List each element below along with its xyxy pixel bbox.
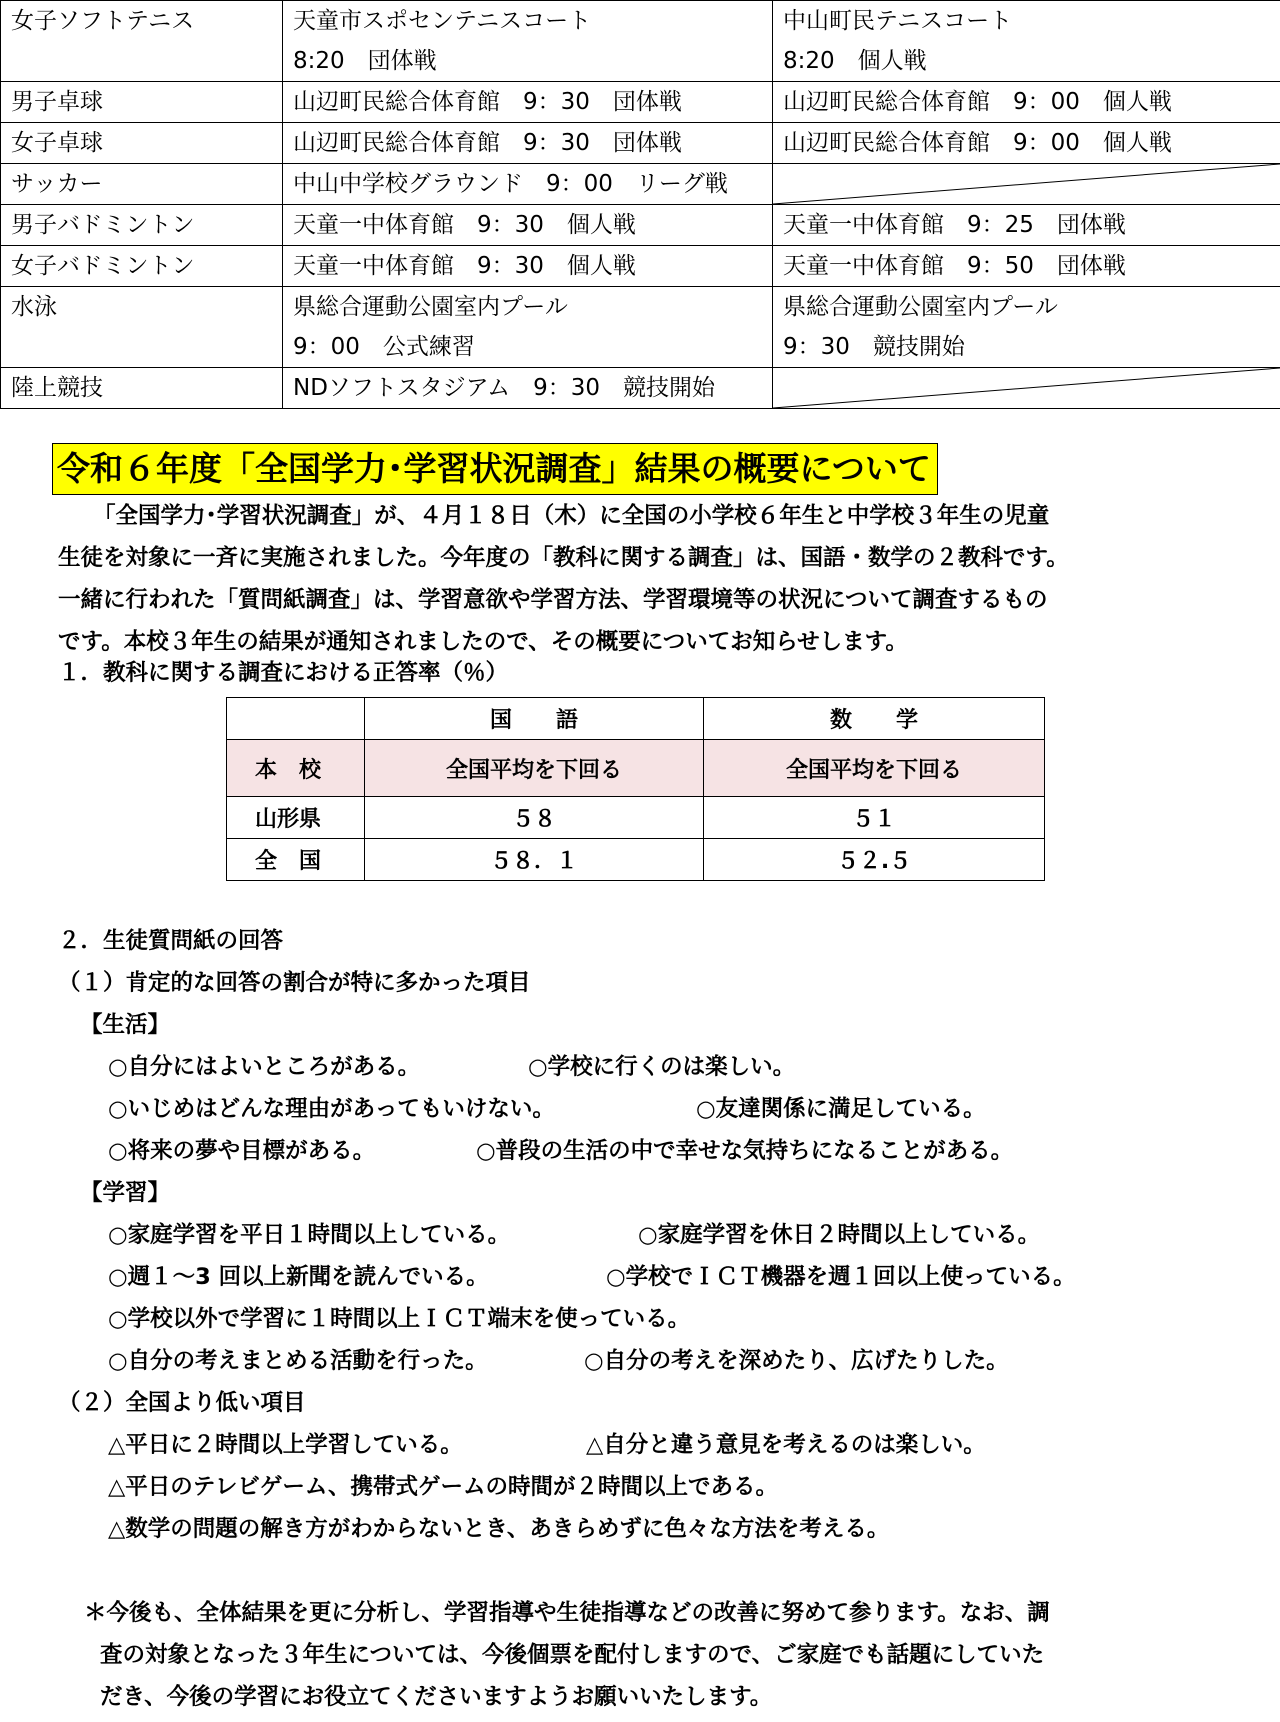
schedule-row: [1, 123, 1280, 164]
schedule-day1: [283, 246, 773, 287]
life-item: ○将来の夢や目標がある。: [108, 1138, 376, 1164]
study-item: ○自分の考えを深めたり、広げたりした。: [584, 1348, 1009, 1374]
event-name: 男子バドミントン: [11, 212, 195, 238]
results-cell-math: ５２.５: [704, 839, 1045, 881]
schedule-event: [1, 82, 283, 123]
schedule-day2: [773, 368, 1280, 409]
schedule-row: [1, 82, 1280, 123]
study-item: ○週１～3 回以上新聞を読んでいる。: [108, 1264, 489, 1290]
schedule-day2: [773, 246, 1280, 287]
closing-line: ＊今後も、全体結果を更に分析し、学習指導や生徒指導などの改善に努めて参ります。なお、調: [84, 1600, 1050, 1626]
schedule-day1: [283, 1, 773, 82]
results-header-cell: 国 語: [365, 698, 704, 740]
study-label: 【学習】: [80, 1180, 171, 1206]
section1-title: １．教科に関する調査における正答率（％）: [58, 660, 509, 686]
venue-line: 山辺町民総合体育館 9：00 個人戦: [783, 89, 1172, 115]
study-item: ○学校でＩＣＴ機器を週１回以上使っている。: [606, 1264, 1076, 1290]
life-item: ○いじめはどんな理由があってもいけない。: [108, 1096, 555, 1122]
schedule-row: [1, 205, 1280, 246]
intro-paragraph: [58, 495, 1069, 663]
event-name: 陸上競技: [11, 375, 103, 401]
results-row-national: [227, 839, 1045, 881]
intro-line: です。本校３年生の結果が通知されましたので、その概要についてお知らせします。: [58, 629, 908, 655]
empty-cell-slash: [773, 164, 1280, 204]
venue-line: 9：00 公式練習: [293, 334, 475, 360]
intro-line: 一緒に行われた「質問紙調査」は、学習意欲や学習方法、学習環境等の状況について調査するもの: [58, 587, 1048, 613]
schedule-row: [1, 164, 1280, 205]
competition-schedule-table: [0, 0, 1280, 409]
correct-rate-table: [226, 697, 1045, 881]
results-header-cell: [227, 698, 365, 740]
schedule-day2: [773, 1, 1280, 82]
venue-line: 山辺町民総合体育館 9：30 団体戦: [293, 89, 682, 115]
study-item: ○学校以外で学習に１時間以上ＩＣＴ端末を使っている。: [108, 1306, 691, 1332]
venue-line: 天童一中体育館 9：30 個人戦: [293, 212, 636, 238]
schedule-event: [1, 164, 283, 205]
schedule-day1: [283, 82, 773, 123]
venue-line: 中山中学校グラウンド 9：00 リーグ戦: [293, 171, 728, 197]
event-name: サッカー: [11, 171, 103, 197]
venue-line: NDソフトスタジアム 9：30 競技開始: [293, 375, 715, 401]
results-header-cell: 数 学: [704, 698, 1045, 740]
schedule-day2: [773, 205, 1280, 246]
results-cell-math: 全国平均を下回る: [704, 740, 1045, 797]
closing-line: 査の対象となった３年生については、今後個票を配付しますので、ご家庭でも話題にしていた: [100, 1642, 1045, 1668]
results-cell-math: ５１: [704, 797, 1045, 839]
schedule-day1: [283, 164, 773, 205]
schedule-day1: [283, 368, 773, 409]
event-name: 男子卓球: [11, 89, 103, 115]
study-item: ○家庭学習を休日２時間以上している。: [638, 1222, 1041, 1248]
venue-line: 天童市スポセンテニスコート: [293, 8, 592, 34]
schedule-day2: [773, 82, 1280, 123]
schedule-day2: [773, 287, 1280, 368]
intro-line: 生徒を対象に一斉に実施されました。今年度の「教科に関する調査」は、国語・数学の２教科です。: [58, 545, 1069, 571]
venue-line: 中山町民テニスコート: [783, 8, 1013, 34]
closing-note: [84, 1592, 1050, 1718]
results-cell-japanese: ５８: [365, 797, 704, 839]
schedule-row: [1, 368, 1280, 409]
schedule-day2: [773, 164, 1280, 205]
results-row-label: 本 校: [227, 740, 365, 797]
schedule-event: [1, 287, 283, 368]
venue-line: 県総合運動公園室内プール: [783, 294, 1058, 320]
results-row-prefecture: [227, 797, 1045, 839]
life-item: ○普段の生活の中で幸せな気持ちになることがある。: [476, 1138, 1014, 1164]
schedule-day1: [283, 287, 773, 368]
low-item: △平日のテレビゲーム、携帯式ゲームの時間が２時間以上である。: [108, 1474, 779, 1500]
venue-line: 天童一中体育館 9：30 個人戦: [293, 253, 636, 279]
results-row-label: 全 国: [227, 839, 365, 881]
low-item: △自分と違う意見を考えるのは楽しい。: [586, 1432, 986, 1458]
venue-line: 天童一中体育館 9：25 団体戦: [783, 212, 1126, 238]
venue-line: 天童一中体育館 9：50 団体戦: [783, 253, 1126, 279]
study-item: ○自分の考えまとめる活動を行った。: [108, 1348, 488, 1374]
venue-line: 8:20 個人戦: [783, 48, 927, 74]
schedule-event: [1, 246, 283, 287]
empty-cell-slash: [773, 368, 1280, 408]
venue-line: 山辺町民総合体育館 9：00 個人戦: [783, 130, 1172, 156]
closing-line: だき、今後の学習にお役立てくださいますようお願いいたします。: [100, 1684, 773, 1710]
sub1-title: （１）肯定的な回答の割合が特に多かった項目: [58, 970, 531, 996]
event-name: 女子卓球: [11, 130, 103, 156]
schedule-day1: [283, 205, 773, 246]
schedule-event: [1, 205, 283, 246]
schedule-event: [1, 368, 283, 409]
life-item: ○自分にはよいところがある。: [108, 1054, 421, 1080]
section2-title: ２．生徒質問紙の回答: [58, 928, 284, 954]
event-name: 水泳: [11, 294, 57, 320]
venue-line: 山辺町民総合体育館 9：30 団体戦: [293, 130, 682, 156]
schedule-row: [1, 246, 1280, 287]
results-row-label: 山形県: [227, 797, 365, 839]
life-item: ○友達関係に満足している。: [696, 1096, 986, 1122]
schedule-row: [1, 1, 1280, 82]
results-header-row: [227, 698, 1045, 740]
sub2-title: （２）全国より低い項目: [58, 1390, 306, 1416]
low-item: △数学の問題の解き方がわからないとき、あきらめずに色々な方法を考える。: [108, 1516, 890, 1542]
life-item: ○学校に行くのは楽しい。: [528, 1054, 796, 1080]
schedule-event: [1, 1, 283, 82]
schedule-day2: [773, 123, 1280, 164]
study-item: ○家庭学習を平日１時間以上している。: [108, 1222, 511, 1248]
venue-line: 県総合運動公園室内プール: [293, 294, 568, 320]
intro-line: 「全国学力･学習状況調査」が、４月１８日（木）に全国の小学校６年生と中学校３年生の児童: [93, 503, 1050, 529]
results-cell-japanese: 全国平均を下回る: [365, 740, 704, 797]
event-name: 女子バドミントン: [11, 253, 195, 279]
schedule-event: [1, 123, 283, 164]
schedule-day1: [283, 123, 773, 164]
results-row-school: [227, 740, 1045, 797]
venue-line: 9：30 競技開始: [783, 334, 965, 360]
low-item: △平日に２時間以上学習している。: [108, 1432, 463, 1458]
schedule-row: [1, 287, 1280, 368]
life-label: 【生活】: [80, 1012, 171, 1038]
event-name: 女子ソフトテニス: [11, 8, 195, 34]
results-cell-japanese: ５８．１: [365, 839, 704, 881]
venue-line: 8:20 団体戦: [293, 48, 437, 74]
report-heading: 令和６年度「全国学力･学習状況調査」結果の概要について: [52, 443, 938, 495]
